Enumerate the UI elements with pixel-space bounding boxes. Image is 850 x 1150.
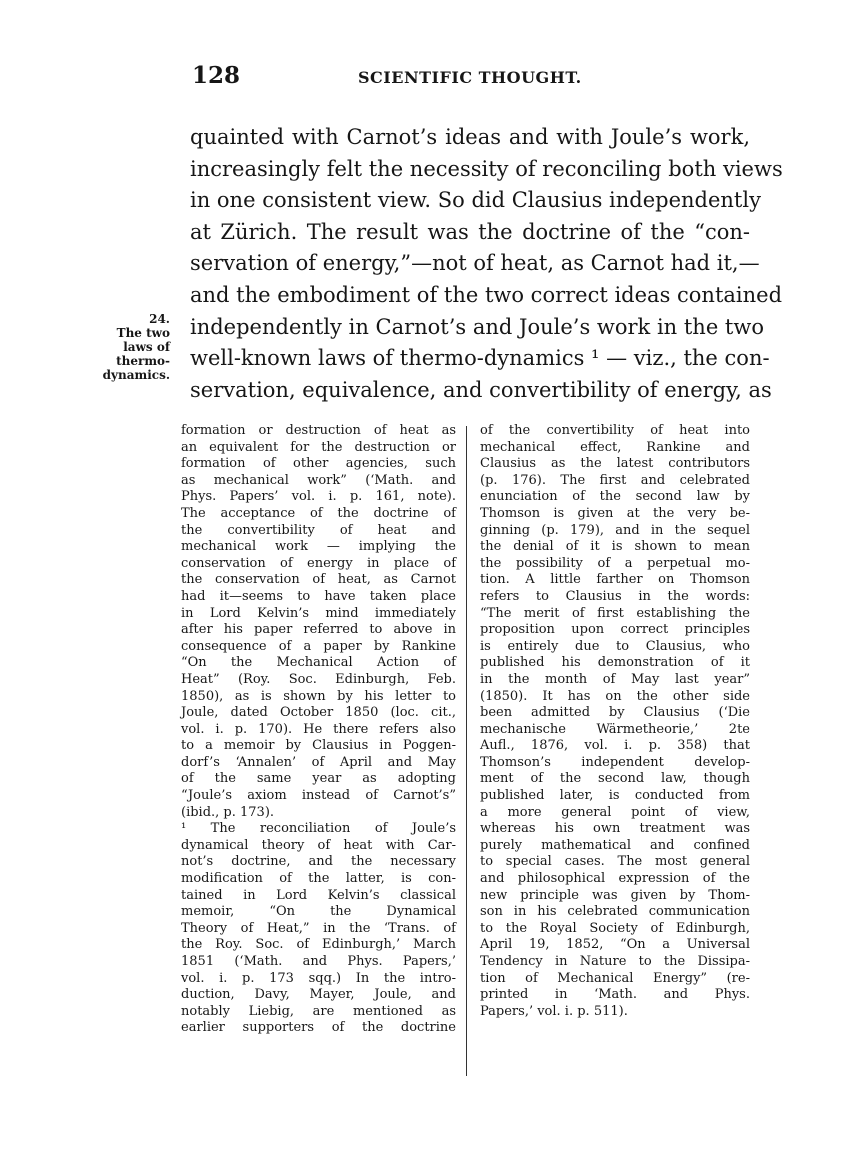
- text-line: after his paper referred to above in: [181, 622, 456, 638]
- text-line: in one consistent view. So did Clausius independently: [190, 188, 761, 213]
- page-number: 128: [192, 62, 241, 89]
- footnote-column-left: [181, 423, 456, 1037]
- text-line: notably Liebig, are mentioned as: [181, 1003, 456, 1019]
- margin-note-line: laws of: [123, 340, 170, 354]
- text-line: Thomson’s independent develop-: [480, 754, 750, 770]
- text-line: enunciation of the second law by: [480, 489, 750, 505]
- text-line: modification of the latter, is con-: [181, 871, 456, 887]
- text-line: 1850), as is shown by his letter to: [181, 688, 456, 704]
- text-line: duction, Davy, Mayer, Joule, and: [181, 987, 456, 1003]
- running-title: SCIENTIFIC THOUGHT.: [358, 68, 582, 87]
- text-line: Tendency in Nature to the Dissipa-: [480, 954, 750, 969]
- text-line: Phys. Papers’ vol. i. p. 161, note).: [181, 489, 456, 505]
- text-line: Heat” (Roy. Soc. Edinburgh, Feb.: [181, 671, 456, 687]
- text-line: of the convertibility of heat into: [480, 423, 750, 438]
- text-line: formation of other agencies, such: [181, 456, 456, 472]
- text-line: (ibid., p. 173).: [181, 804, 275, 820]
- text-line: servation of energy,”—not of heat, as Carnot had it,—: [190, 251, 760, 276]
- margin-note-line: 24.: [149, 312, 170, 326]
- text-line: the conservation of heat, as Carnot: [181, 572, 456, 588]
- text-line: the convertibility of heat and: [181, 522, 456, 538]
- text-line: at Zürich. The result was the doctrine of the “con-: [190, 219, 750, 244]
- text-line: independently in Carnot’s and Joule’s work in the two: [190, 314, 764, 339]
- text-line: is entirely due to Clausius, who: [480, 638, 750, 654]
- text-line: servation, equivalence, and convertibility of energy, as: [190, 377, 772, 402]
- text-line: tion of Mechanical Energy” (re-: [480, 970, 750, 986]
- text-line: consequence of a paper by Rankine: [181, 638, 456, 654]
- text-line: to a memoir by Clausius in Poggen-: [181, 738, 456, 754]
- text-line: printed in ‘Math. and Phys.: [480, 987, 750, 1003]
- text-line: as mechanical work” (‘Math. and: [181, 472, 456, 488]
- text-line: vol. i. p. 170). He there refers also: [181, 721, 456, 737]
- text-line: ginning (p. 179), and in the sequel: [480, 522, 750, 538]
- text-line: (p. 176). The first and celebrated: [480, 472, 750, 488]
- text-line: conservation of energy in place of: [181, 555, 456, 571]
- text-line: quainted with Carnot’s ideas and with Joule’s work,: [190, 125, 750, 149]
- text-line: in the month of May last year”: [480, 671, 750, 687]
- text-line: purely mathematical and confined: [480, 837, 750, 853]
- text-line: The acceptance of the doctrine of: [181, 505, 456, 521]
- margin-note: [68, 312, 170, 382]
- text-line: Clausius as the latest contributors: [480, 456, 750, 472]
- text-line: Aufl., 1876, vol. i. p. 358) that: [480, 738, 750, 754]
- text-line: refers to Clausius in the words:: [480, 588, 750, 604]
- text-line: “On the Mechanical Action of: [181, 655, 456, 671]
- column-divider: [466, 426, 467, 1076]
- body-paragraph: [190, 122, 783, 406]
- text-line: the denial of it is shown to mean: [480, 539, 750, 555]
- text-line: the possibility of a perpetual mo-: [480, 555, 750, 571]
- text-line: not’s doctrine, and the necessary: [181, 854, 456, 870]
- text-line: earlier supporters of the doctrine: [181, 1020, 456, 1036]
- text-line: Theory of Heat,” in the ‘Trans. of: [181, 920, 456, 936]
- text-line: tained in Lord Kelvin’s classical: [181, 887, 456, 903]
- text-line: ment of the second law, though: [480, 771, 750, 787]
- text-line: of the same year as adopting: [181, 771, 456, 787]
- text-line: proposition upon correct principles: [480, 622, 750, 638]
- text-line: tion. A little farther on Thomson: [480, 572, 750, 588]
- text-line: new principle was given by Thom-: [480, 887, 750, 903]
- margin-note-line: dynamics.: [102, 368, 170, 382]
- text-line: son in his celebrated communication: [480, 904, 750, 920]
- text-line: well-known laws of thermo-dynamics ¹ — viz., the con-: [190, 346, 770, 371]
- text-line: a more general point of view,: [480, 804, 750, 820]
- text-line: had it—seems to have taken place: [181, 588, 456, 604]
- text-line: the Roy. Soc. of Edinburgh,’ March: [181, 937, 456, 953]
- text-line: mechanical effect, Rankine and: [480, 439, 750, 455]
- page-header: [190, 62, 750, 102]
- text-line: and philosophical expression of the: [480, 871, 750, 887]
- text-line: whereas his own treatment was: [480, 821, 750, 837]
- text-line: dynamical theory of heat with Car-: [181, 837, 456, 853]
- text-line: Joule, dated October 1850 (loc. cit.,: [181, 705, 456, 721]
- text-line: an equivalent for the destruction or: [181, 439, 456, 455]
- text-line: vol. i. p. 173 sqq.) In the intro-: [181, 970, 456, 986]
- text-line: April 19, 1852, “On a Universal: [480, 937, 750, 953]
- text-line: mechanische Wärmetheorie,’ 2te: [480, 721, 750, 737]
- text-line: “Joule’s axiom instead of Carnot’s”: [181, 788, 456, 804]
- text-line: increasingly felt the necessity of reconciling both views: [190, 156, 783, 181]
- text-line: published his demonstration of it: [480, 655, 750, 671]
- text-line: formation or destruction of heat as: [181, 423, 456, 438]
- text-line: (1850). It has on the other side: [480, 688, 750, 704]
- text-line: and the embodiment of the two correct ideas contained: [190, 282, 783, 307]
- text-line: ¹ The reconciliation of Joule’s: [181, 821, 456, 837]
- text-line: been admitted by Clausius (‘Die: [480, 705, 750, 721]
- margin-note-line: The two: [116, 326, 170, 340]
- text-line: dorf’s ‘Annalen’ of April and May: [181, 754, 456, 770]
- text-line: in Lord Kelvin’s mind immediately: [181, 605, 456, 621]
- text-line: memoir, “On the Dynamical: [181, 904, 456, 920]
- text-line: to the Royal Society of Edinburgh,: [480, 920, 750, 936]
- text-line: 1851 (‘Math. and Phys. Papers,’: [181, 954, 456, 969]
- text-line: “The merit of first establishing the: [480, 605, 750, 621]
- text-line: Thomson is given at the very be-: [480, 505, 750, 521]
- text-line: mechanical work — implying the: [181, 539, 456, 555]
- text-line: published later, is conducted from: [480, 788, 750, 804]
- text-line: to special cases. The most general: [480, 854, 750, 870]
- margin-note-line: thermo-: [116, 354, 170, 368]
- text-line: Papers,’ vol. i. p. 511).: [480, 1003, 628, 1019]
- footnote-column-right: [480, 423, 750, 1020]
